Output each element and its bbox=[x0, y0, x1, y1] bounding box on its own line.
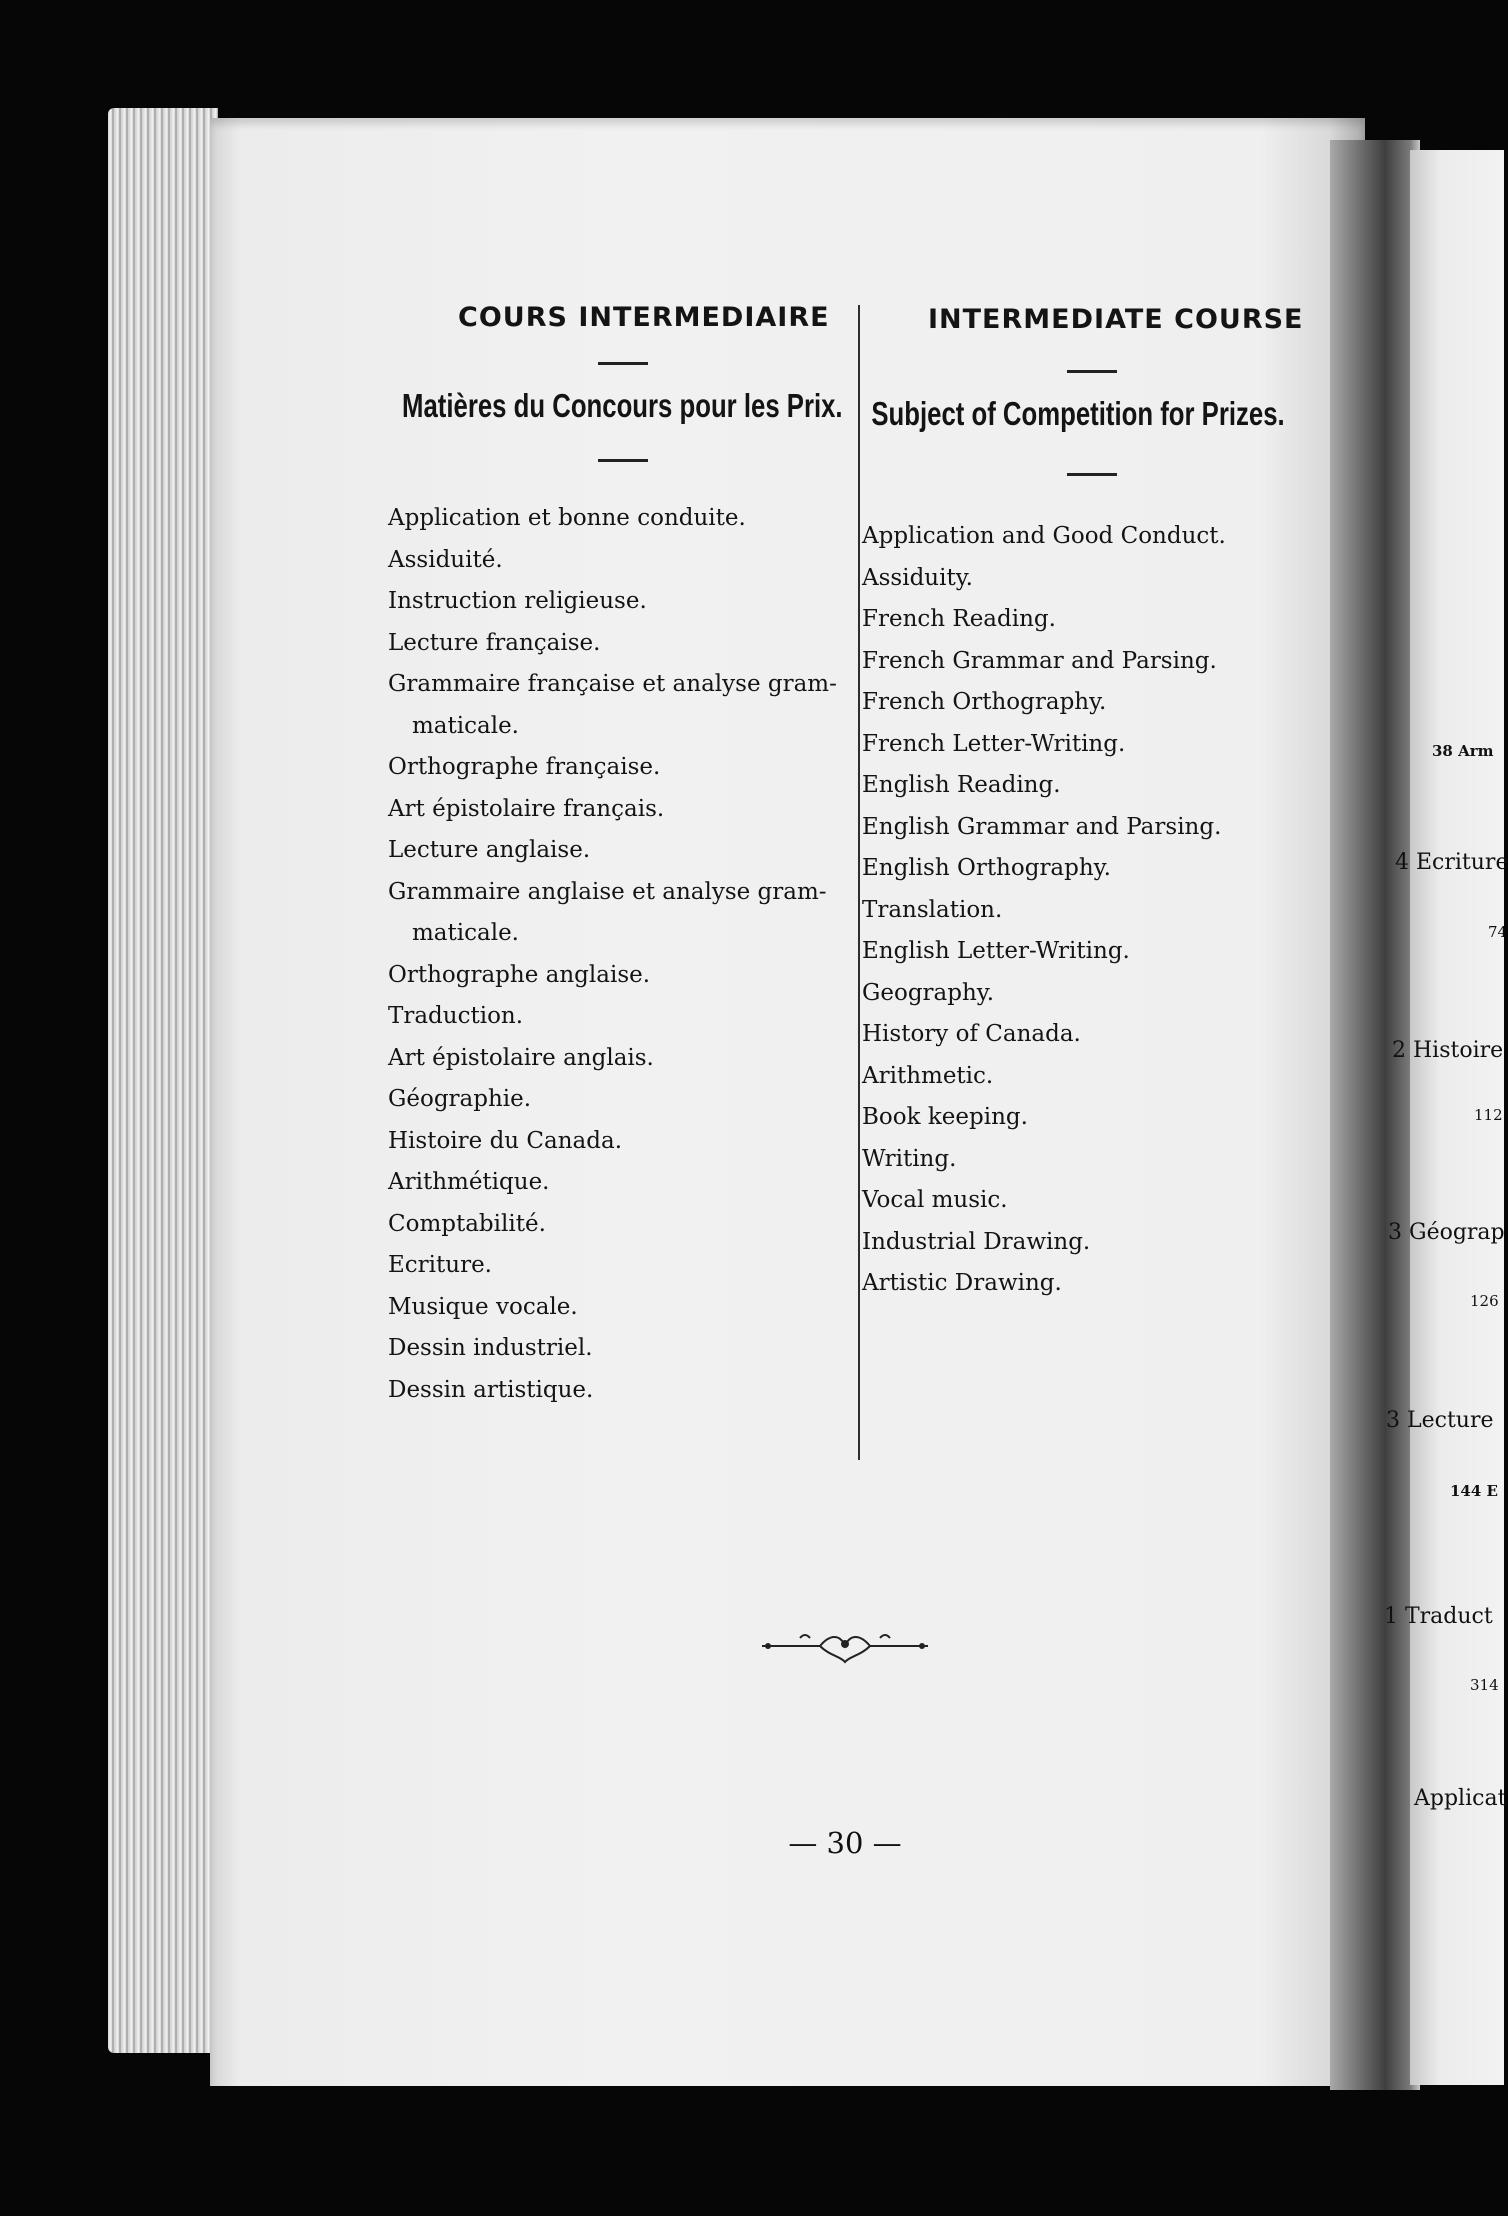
title-rule bbox=[1067, 370, 1117, 373]
subject-item-fr bbox=[388, 664, 853, 747]
subject-item-text: Comptabilité. bbox=[388, 1210, 546, 1237]
subject-item-en: French Letter-Writing. bbox=[862, 730, 1126, 757]
subject-item-text: Histoire du Canada. bbox=[388, 1127, 623, 1154]
subject-item-continuation: maticale. bbox=[412, 712, 519, 739]
title-rule bbox=[598, 362, 648, 365]
subject-item-fr bbox=[388, 747, 853, 789]
page-number: — 30 — bbox=[788, 1826, 902, 1860]
subject-item-en: French Reading. bbox=[862, 606, 1056, 632]
subject-item-fr bbox=[388, 830, 853, 872]
subject-item-text: Orthographe anglaise. bbox=[388, 961, 651, 988]
subheading-rule bbox=[598, 459, 648, 462]
next-page-fragment: 38 Arm bbox=[1432, 742, 1494, 760]
subject-item-text: Musique vocale. bbox=[388, 1293, 578, 1320]
printer-ornament-icon bbox=[760, 1626, 930, 1666]
page-stack-edge bbox=[108, 108, 218, 2053]
subject-item-text: Grammaire anglaise et analyse gram- bbox=[388, 878, 827, 905]
subject-item-fr bbox=[388, 581, 853, 623]
subject-item-en: Translation. bbox=[862, 896, 1003, 923]
subject-item-fr bbox=[388, 1121, 853, 1163]
subject-item-fr bbox=[388, 789, 853, 831]
subject-list-en bbox=[862, 516, 1312, 1305]
subject-item-fr bbox=[388, 1162, 853, 1204]
next-page-fragment: 4 Ecriture bbox=[1395, 850, 1508, 875]
next-page-fragment: Applicat bbox=[1414, 1786, 1507, 1811]
subject-item-text: Application et bonne conduite. bbox=[388, 505, 746, 531]
course-title-fr: COURS INTERMEDIAIRE bbox=[458, 302, 830, 333]
next-page-fragment: 3 Lecture bbox=[1386, 1408, 1494, 1433]
subject-item-fr bbox=[388, 540, 853, 582]
subject-item-en: Book keeping. bbox=[862, 1104, 1028, 1130]
subject-item-en: English Reading. bbox=[862, 772, 1061, 798]
subheading-en: Subject of Competition for Prizes. bbox=[871, 395, 1285, 432]
subject-item-text: Ecriture. bbox=[388, 1252, 492, 1278]
french-column bbox=[388, 298, 853, 1411]
column-divider bbox=[858, 305, 860, 1460]
subject-item-fr bbox=[388, 872, 853, 955]
subject-item-fr bbox=[388, 996, 853, 1038]
subject-item-fr bbox=[388, 1287, 853, 1329]
subject-item-en: Arithmetic. bbox=[862, 1062, 994, 1089]
next-page-fragment: 126 bbox=[1470, 1292, 1499, 1310]
next-page-fragment: 2 Histoire bbox=[1392, 1038, 1504, 1063]
subject-item-en: Application and Good Conduct. bbox=[862, 523, 1226, 549]
subject-item-fr bbox=[388, 1079, 853, 1121]
subject-item-fr bbox=[388, 1328, 853, 1370]
subject-item-en: Vocal music. bbox=[862, 1187, 1008, 1213]
subject-item-en: English Orthography. bbox=[862, 855, 1111, 881]
subject-item-fr bbox=[388, 955, 853, 997]
next-page-fragment: 314 bbox=[1470, 1676, 1499, 1694]
subject-item-en: Geography. bbox=[862, 979, 995, 1006]
subject-item-text: Traduction. bbox=[388, 1003, 524, 1029]
subject-item-text: Dessin industriel. bbox=[388, 1335, 593, 1361]
next-page-fragment: 144 E bbox=[1450, 1482, 1498, 1500]
subject-item-fr bbox=[388, 1245, 853, 1287]
subject-item-fr bbox=[388, 498, 853, 540]
subject-item-text: Instruction religieuse. bbox=[388, 588, 647, 614]
subject-item-continuation: maticale. bbox=[412, 920, 519, 946]
subject-item-en: French Orthography. bbox=[862, 689, 1107, 715]
subject-item-text: Arithmétique. bbox=[388, 1169, 550, 1195]
book-gutter bbox=[1330, 140, 1420, 2090]
subject-item-en: English Letter-Writing. bbox=[862, 938, 1130, 964]
subject-item-text: Dessin artistique. bbox=[388, 1376, 594, 1403]
next-page-fragment: 3 Géograp bbox=[1388, 1220, 1505, 1245]
subject-list-fr bbox=[388, 498, 853, 1411]
next-page-fragment: 1 Traduct bbox=[1384, 1604, 1493, 1629]
subject-item-en: English Grammar and Parsing. bbox=[862, 813, 1222, 840]
subject-item-en: Assiduity. bbox=[862, 564, 973, 591]
subject-item-text: Art épistolaire français. bbox=[388, 795, 665, 822]
subject-item-text: Géographie. bbox=[388, 1086, 532, 1112]
subject-item-text: Lecture anglaise. bbox=[388, 837, 591, 863]
subject-item-text: Orthographe française. bbox=[388, 754, 661, 780]
subject-item-fr bbox=[388, 1370, 853, 1412]
subject-item-text: Grammaire française et analyse gram- bbox=[388, 671, 837, 697]
subject-item-fr bbox=[388, 1204, 853, 1246]
subject-item-en: Writing. bbox=[862, 1145, 957, 1172]
subject-item-fr bbox=[388, 1038, 853, 1080]
english-column bbox=[862, 300, 1312, 1305]
subject-item-text: Art épistolaire anglais. bbox=[388, 1044, 654, 1071]
subject-item-en: History of Canada. bbox=[862, 1021, 1081, 1047]
subject-item-en: Industrial Drawing. bbox=[862, 1228, 1091, 1255]
subject-item-en: Artistic Drawing. bbox=[862, 1270, 1062, 1296]
course-title-en: INTERMEDIATE COURSE bbox=[928, 304, 1304, 335]
next-page-fragment: 74 bbox=[1488, 923, 1508, 941]
subheading-fr: Matières du Concours pour les Prix. bbox=[402, 387, 843, 424]
next-page-fragment: 112 bbox=[1474, 1106, 1503, 1124]
subject-item-fr bbox=[388, 623, 853, 665]
subheading-rule bbox=[1067, 473, 1117, 476]
subject-item-en: French Grammar and Parsing. bbox=[862, 647, 1217, 674]
subject-item-text: Assiduité. bbox=[388, 546, 503, 573]
subject-item-text: Lecture française. bbox=[388, 629, 601, 656]
